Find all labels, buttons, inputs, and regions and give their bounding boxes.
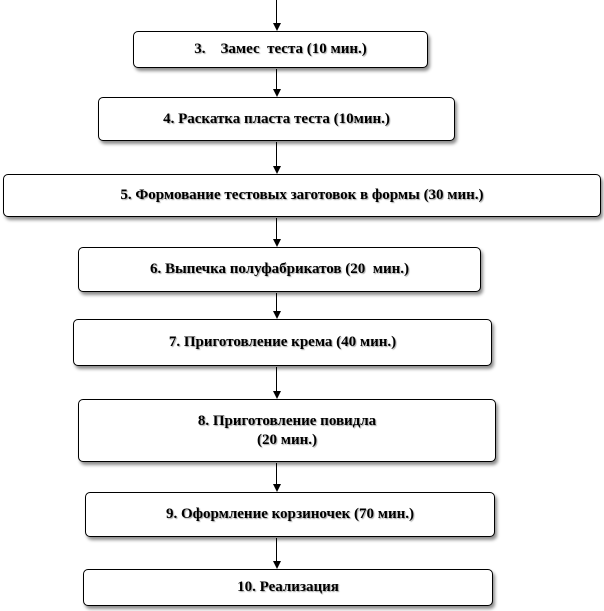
step-10-box [83, 569, 493, 606]
arrow-9-10 [273, 561, 281, 569]
connector-6-7 [276, 293, 277, 312]
step-4-box [98, 97, 455, 141]
step-7-box [73, 319, 492, 366]
connector-4-5 [276, 142, 277, 167]
step-5-box [3, 174, 601, 217]
step-9-box [85, 492, 495, 537]
connector-7-8 [276, 367, 277, 392]
arrow-7-8 [273, 391, 281, 399]
incoming-connector [276, 0, 277, 24]
step-5-label: 5. Формование тестовых заготовок в формы (30 мин.) [120, 187, 484, 204]
arrow-3-4 [273, 89, 281, 97]
arrow-6-7 [273, 311, 281, 319]
step-8-box [78, 399, 496, 462]
incoming-arrow [273, 23, 281, 31]
connector-5-6 [276, 218, 277, 240]
step-9-label: 9. Оформление корзиночек (70 мин.) [165, 506, 415, 523]
step-10-label: 10. Реализация [237, 579, 339, 596]
step-4-label: 4. Раскатка пласта теста (10мин.) [163, 110, 390, 127]
step-6-box [78, 247, 481, 292]
step-8-label: 8. Приготовление повидла (20 мин.) [197, 412, 377, 448]
connector-3-4 [276, 69, 277, 90]
step-3-label: 3. Замес теста (10 мин.) [194, 41, 367, 58]
connector-9-10 [276, 538, 277, 562]
connector-8-9 [276, 463, 277, 485]
step-6-label: 6. Выпечка полуфабрикатов (20 мин.) [149, 261, 410, 278]
arrow-5-6 [273, 239, 281, 247]
step-7-label: 7. Приготовление крема (40 мин.) [168, 334, 397, 351]
arrow-8-9 [273, 484, 281, 492]
step-3-box [133, 31, 428, 68]
arrow-4-5 [273, 166, 281, 174]
